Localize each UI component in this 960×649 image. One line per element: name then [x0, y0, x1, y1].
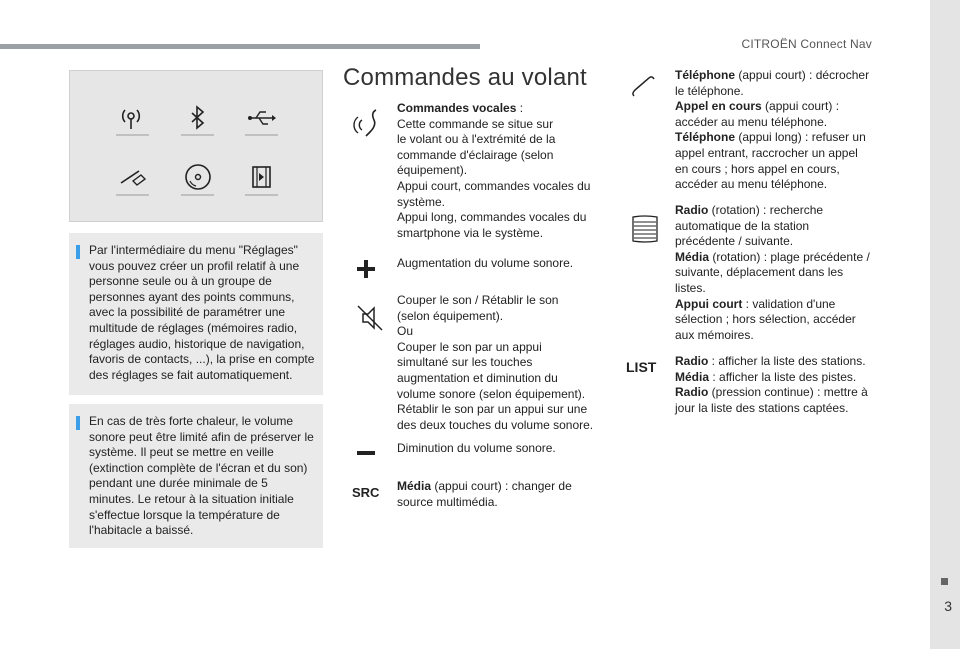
list-description: Radio : afficher la liste des stations. Média : afficher la liste des pistes. Radio (pression continue) : mettre à jour la liste des stations captées. — [675, 354, 868, 415]
usb-icon — [240, 99, 284, 143]
brand-title: CITROËN Connect Nav — [741, 37, 872, 51]
heat-note-text: En cas de très forte chaleur, le volume sonore peut être limité afin de préserver le système. Il peut se mettre en veille (extinction complète de l'écran et du son) pendant une durée minimale de 5 minutes. Le retour à la situation initiale s'effectue lorsque la température de l'habitacle a baissé. — [89, 414, 314, 538]
mute-description: Couper le son / Rétablir le son (selon équipement). Ou Couper le son par un appui simultané sur les touches augmentation et diminution du volume sonore (selon équipement). Rétablir le son par un appui sur une des deux touches du volume sonore. — [397, 293, 594, 432]
page-number: 3 — [944, 598, 952, 614]
profile-info-note — [69, 233, 323, 395]
cd-icon — [176, 159, 220, 203]
mute-icon — [355, 303, 385, 333]
section-title: Commandes au volant — [343, 64, 587, 91]
thumbwheel-description: Radio (rotation) : recherche automatique de la station précédente / suivante. Média (rotation) : plage précédente / suivante, déplacement dans les listes. Appui court : validation d'une sélection ; hors sélection, accéder aux mémoires. — [675, 203, 870, 342]
voice-command-description: Commandes vocales : Cette commande se situe sur le volant ou à l'extrémité de la commande d'éclairage (selon équipement). Appui court, commandes vocales du système. Appui long, commandes vocales du smartphone via le système. — [397, 101, 591, 240]
info-icon — [76, 245, 80, 259]
phone-icon — [628, 74, 658, 100]
audio-sources-panel — [69, 70, 323, 222]
header-rule — [0, 44, 480, 49]
phone-description: Téléphone (appui court) : décrocher le téléphone. Appel en cours (appui court) : accéder au menu téléphone. Téléphone (appui long) : refuser un appel entrant, raccrocher un appel en cours ; hors appel en cours, accéder au menu téléphone. — [675, 68, 870, 192]
video-icon — [240, 159, 284, 203]
radio-antenna-icon — [111, 99, 155, 143]
bluetooth-icon — [176, 99, 220, 143]
volume-up-description: Augmentation du volume sonore. — [397, 256, 574, 270]
volume-down-description: Diminution du volume sonore. — [397, 441, 556, 455]
profile-note-text: Par l'intermédiaire du menu "Réglages" vous pouvez créer un profil relatif à une personne seule ou à un groupe de personnes ayant des points communs, avec la possibilité de paramétrer une multitude de réglages (mémoires radio, réglages audio, historique de navigation, favoris de contacts, ...), la prise en compte des réglages se fait automatiquement. — [89, 243, 315, 382]
src-button-label: SRC — [352, 485, 380, 500]
info-icon — [76, 416, 80, 430]
heat-info-note — [69, 404, 323, 548]
page-edge-band — [930, 0, 960, 649]
minus-icon — [355, 448, 377, 458]
src-description: Média (appui court) : changer de source multimédia. — [397, 479, 572, 509]
plus-icon — [355, 258, 377, 280]
thumbwheel-icon — [628, 212, 662, 246]
continue-marker — [941, 578, 948, 585]
aux-jack-icon — [111, 159, 155, 203]
list-button-label: LIST — [626, 359, 657, 375]
voice-command-icon — [350, 106, 384, 140]
